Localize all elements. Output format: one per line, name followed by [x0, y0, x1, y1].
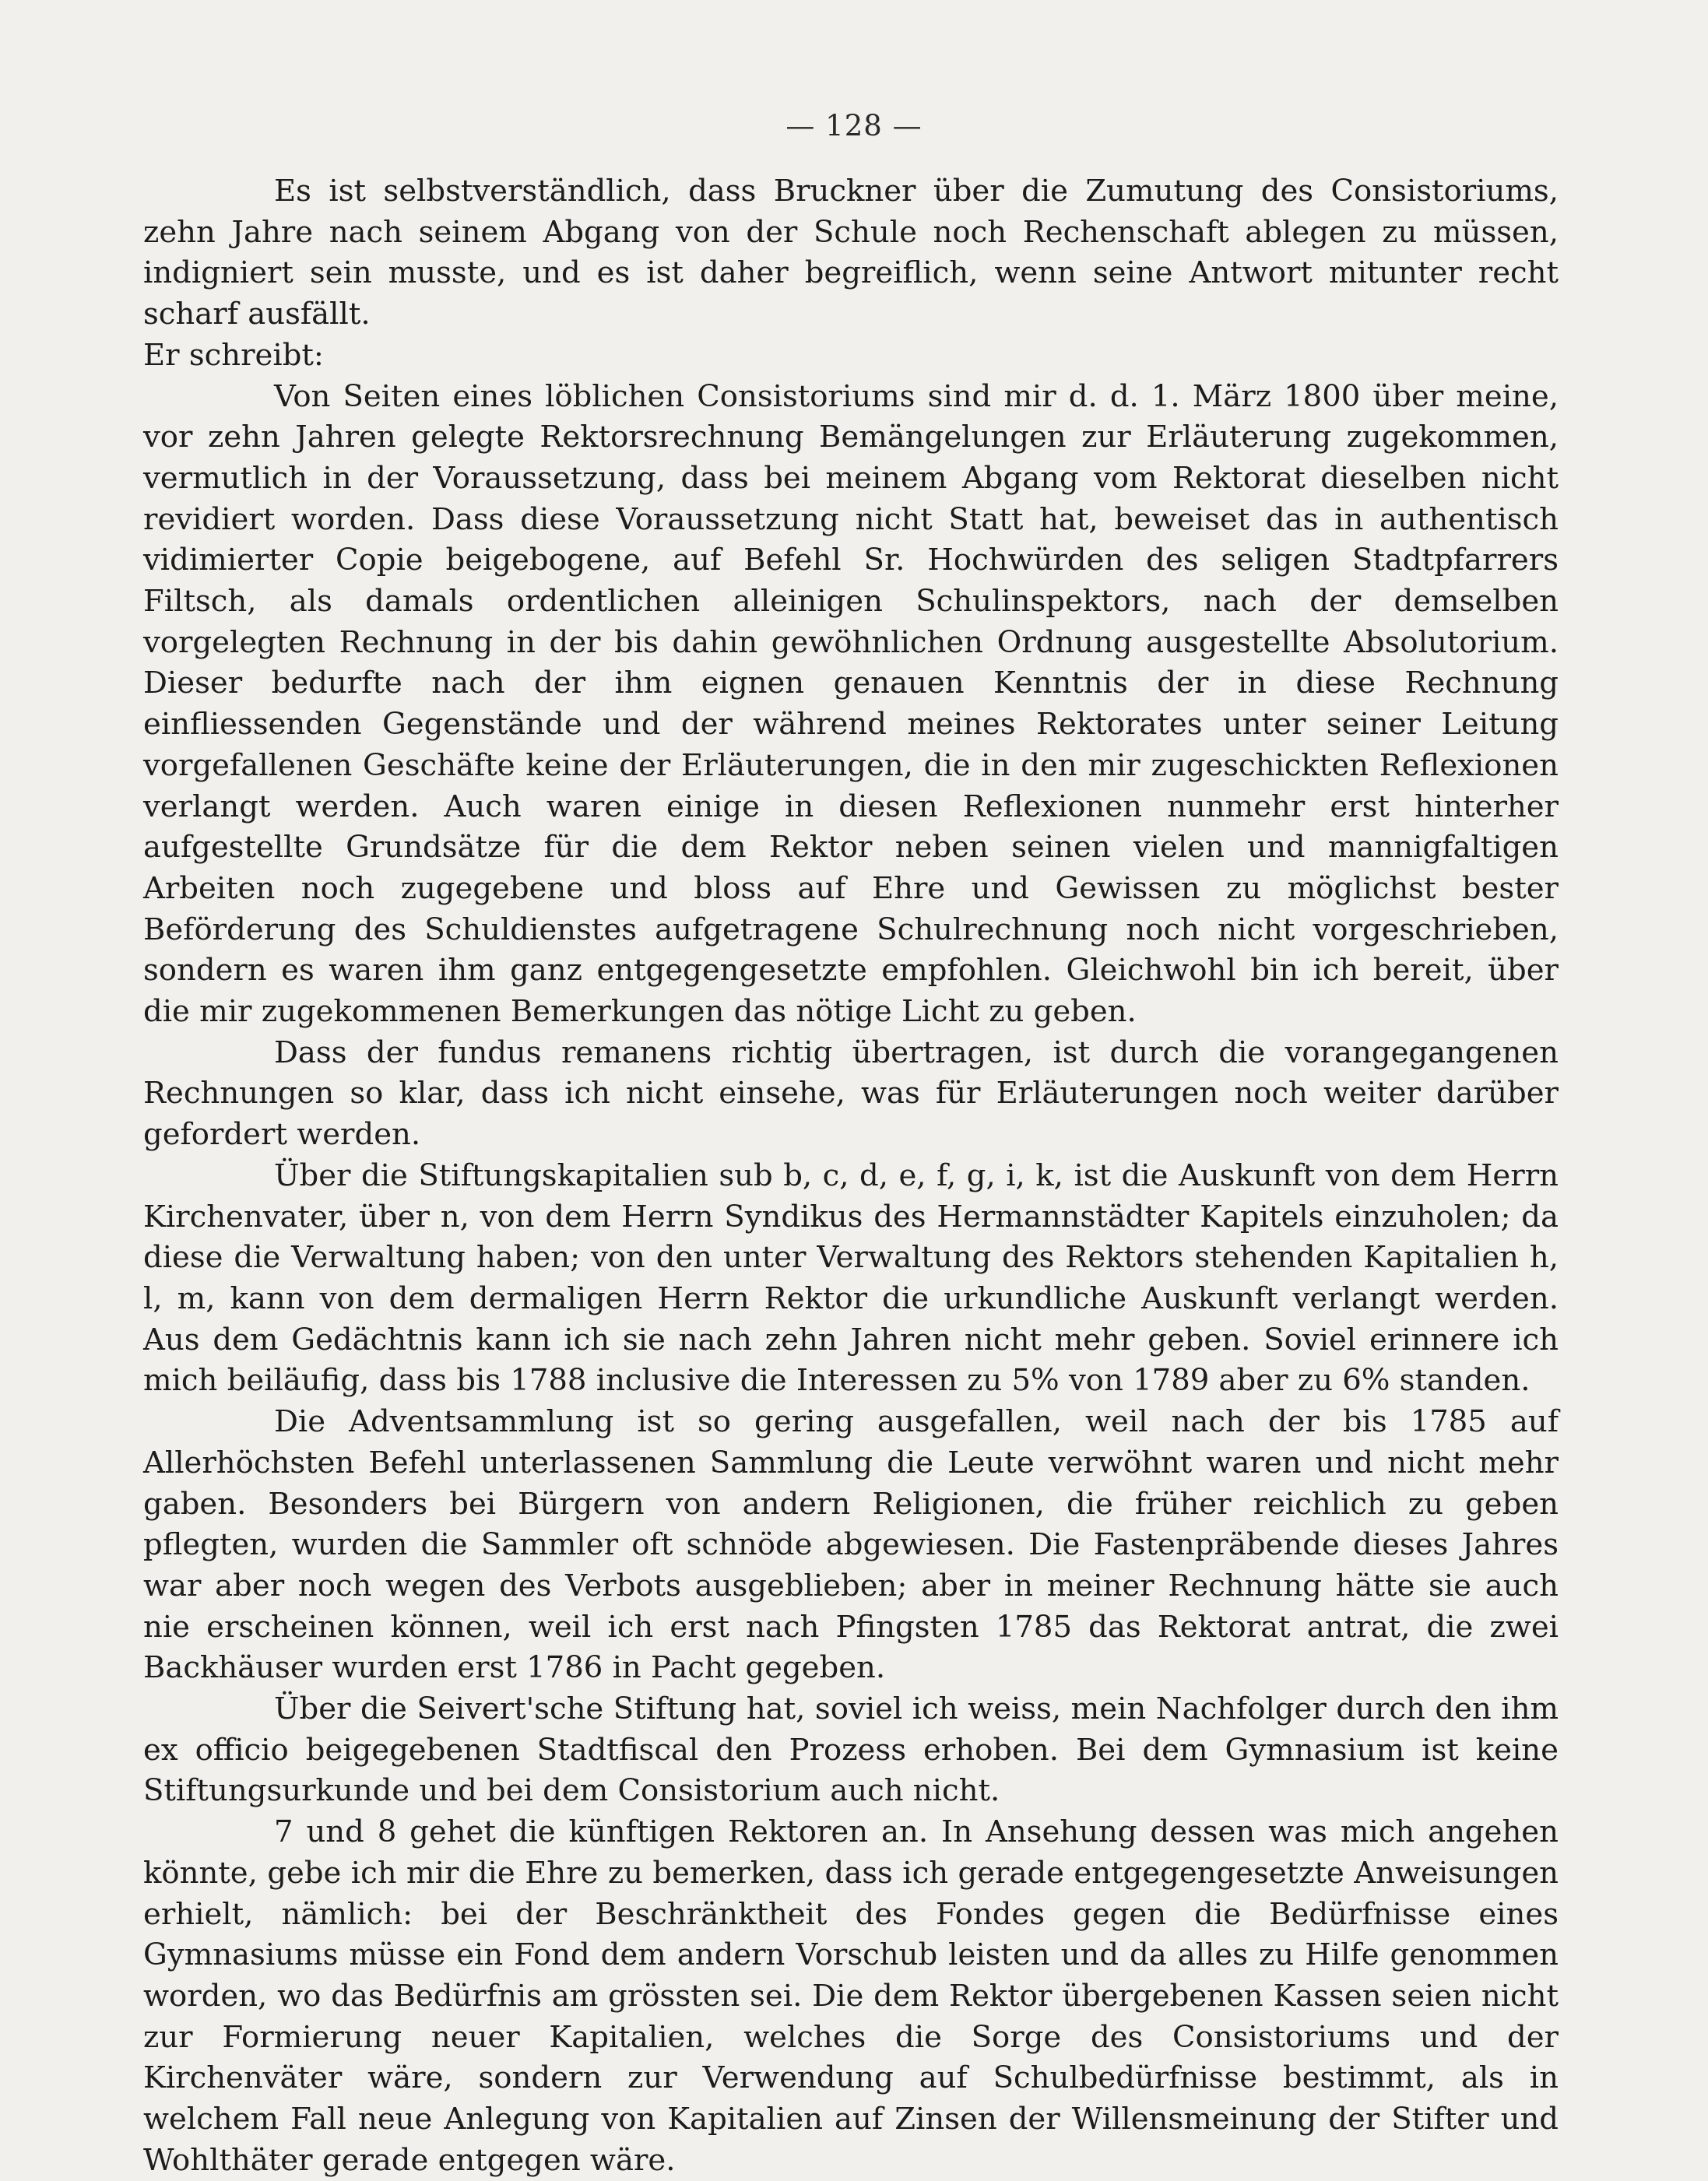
paragraph-rektoren: 7 und 8 gehet die künftigen Rektoren an. In Ansehung dessen was mich angehen könnte, gebe ich mir die Ehre zu bemerken, dass ich gerade entgegengesetzte Anweisungen erhielt, nämlich: bei der Beschränktheit des Fondes gegen die Bedürfnisse eines Gymnasiums müsse ein Fond dem andern Vorschub leisten und da alles zu Hilfe genommen worden, wo das Bedürfnis am grössten sei. Die dem Rektor übergebenen Kassen seien nicht zur Formierung neuer Kapitalien, welches die Sorge des Consistoriums und der Kirchenväter wäre, sondern zur Verwendung auf Schulbedürfnisse bestimmt, als in welchem Fall neue Anlegung von Kapitalien auf Zinsen der Willensmeinung der Stifter und Wohlthäter gerade entgegen wäre. — [143, 1814, 1559, 2178]
paragraph-seivert-stiftung: Über die Seivert'sche Stiftung hat, soviel ich weiss, mein Nachfolger durch den ihm ex officio beigegebenen Stadtfiscal den Prozess erhoben. Bei dem Gymnasium ist keine Stiftungsurkunde und bei dem Consistorium auch nicht. — [143, 1691, 1559, 1809]
paragraph-letter-opening: Von Seiten eines löblichen Consistoriums sind mir d. d. 1. März 1800 über meine, vor zehn Jahren gelegte Rektorsrechnung Bemängelungen zur Erläuterung zugekommen, vermutlich in der Voraussetzung, dass bei meinem Abgang vom Rektorat dieselben nicht revidiert worden. Dass diese Voraussetzung nicht Statt hat, beweiset das in authentisch vidimierter Copie beigebogene, auf Befehl Sr. Hochwürden des seligen Stadtpfarrers Filtsch, als damals ordentlichen alleinigen Schulinspektors, nach der demselben vorgelegten Rechnung in der bis dahin gewöhnlichen Ordnung ausgestellte Absolutorium. Dieser bedurfte nach der ihm eignen genauen Kenntnis der in diese Rechnung einfliessenden Gegenstände und der während meines Rektorates unter seiner Leitung vorgefallenen Geschäfte keine der Erläuterungen, die in den mir zugeschickten Reflexionen verlangt werden. Auch waren einige in diesen Reflexionen nunmehr erst hinterher aufgestellte Grundsätze für die dem Rektor neben seinen vielen und mannigfaltigen Arbeiten noch zugegebene und bloss auf Ehre und Gewissen zu möglichst bester Beförderung des Schuldienstes aufgetragene Schulrechnung noch nicht vorgeschrieben, sondern es waren ihm ganz entgegengesetzte empfohlen. Gleichwohl bin ich bereit, über die mir zugekommenen Bemerkungen das nötige Licht zu geben. — [143, 378, 1559, 1030]
page-number: — 128 — — [785, 109, 923, 142]
interest-tail-2: standen. — [1390, 1363, 1531, 1399]
paragraph-stiftungskapitalien — [143, 1156, 1559, 1402]
body-text — [143, 171, 1559, 2181]
paragraph-fundus-remanens: Dass der fundus remanens richtig übertragen, ist durch die vorangegangenen Rechnungen so klar, dass ich nicht einsehe, was für Erläuterungen noch weiter darüber gefordert werden. — [143, 1034, 1559, 1153]
paragraph-er-schreibt: Er schreibt: — [143, 337, 324, 373]
stiftungskapitalien-text: Über die Stiftungskapitalien sub b, c, d, e, f, g, i, k, ist die Auskunft von dem Herrn Kirchenvater, über n, von dem Herrn Syndikus des Hermannstädter Kapitels einzuholen; da diese die Verwaltung haben; von den unter Verwaltung des Rektors stehenden Kapitalien h, l, m, kann von dem dermaligen Herrn Rektor die urkundliche Auskunft verlangt werden. Aus dem Gedächtnis kann ich sie nach zehn Jahren nicht mehr geben. Soviel erinnere ich mich beiläufig, dass bis 1788 inclusive die Interessen zu 5% — [143, 1157, 1559, 1399]
paragraph-intro: Es ist selbstverständlich, dass Bruckner über die Zumutung des Consistoriums, zehn Jahre nach seinem Abgang von der Schule noch Rechenschaft ablegen zu müssen, indigniert sein musste, und es ist daher begreiflich, wenn seine Antwort mitunter recht scharf ausfällt. — [143, 174, 1559, 332]
paragraph-adventsammlung: Die Adventsammlung ist so gering ausgefallen, weil nach der bis 1785 auf Allerhöchsten Befehl unterlassenen Sammlung die Leute verwöhnt waren und nicht mehr gaben. Besonders bei Bürgern von andern Religionen, die früher reichlich zu geben pflegten, wurden die Sammler oft schnöde abgewiesen. Die Fastenpräbende dieses Jahres war aber noch wegen des Verbots ausgeblieben; aber in meiner Rechnung hätte sie auch nie erscheinen können, weil ich erst nach Pfingsten 1785 das Rektorat antrat, die zwei Backhäuser wurden erst 1786 in Pacht gegeben. — [143, 1404, 1559, 1686]
interest-tail-1: von 1789 aber zu 6% — [1059, 1363, 1390, 1399]
